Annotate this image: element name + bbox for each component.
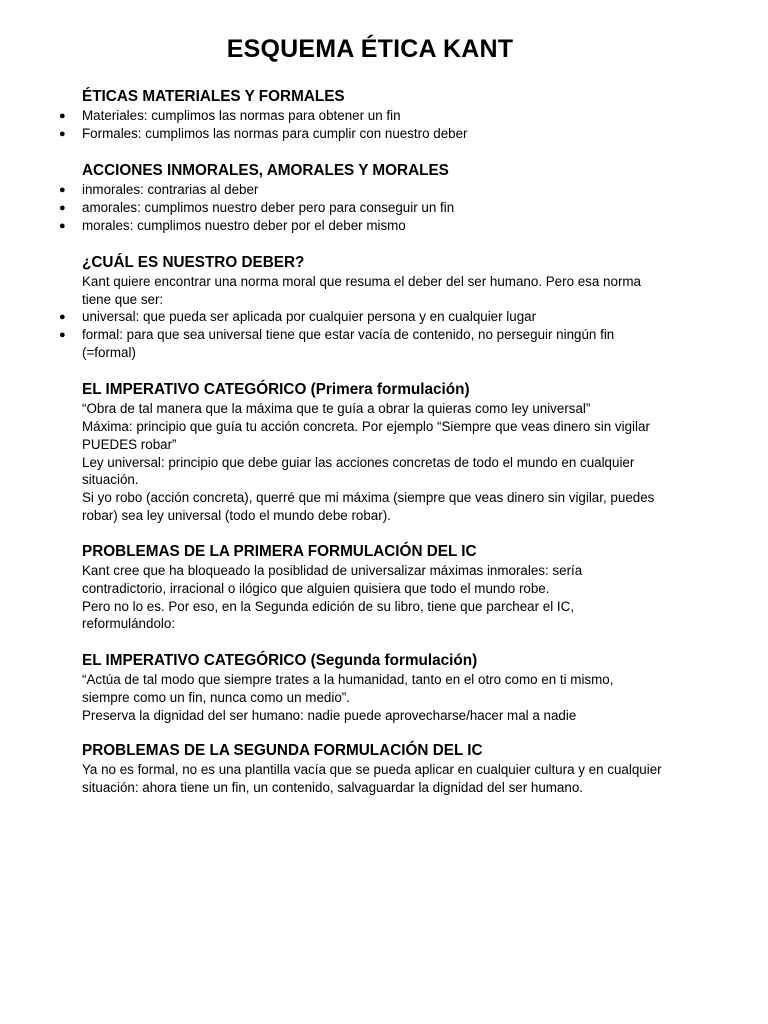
section-heading: ACCIONES INMORALES, AMORALES Y MORALES bbox=[82, 162, 449, 179]
bullet-icon: ● bbox=[59, 128, 66, 140]
quote-paragraph: “Actúa de tal modo que siempre trates a la humanidad, tanto en el otro como en ti mismo, siempre como un fin, nunca como un medio”. bbox=[82, 672, 614, 705]
section-heading: ÉTICAS MATERIALES Y FORMALES bbox=[82, 88, 345, 105]
paragraph: Kant cree que ha bloqueado la posiblidad de universalizar máximas inmorales: sería contradictorio, irracional o ilógico que alguien quisiera que todo el mundo robe. bbox=[82, 563, 583, 597]
section-heading: ¿CUÁL ES NUESTRO DEBER? bbox=[82, 254, 305, 271]
section-nuestro-deber bbox=[59, 252, 662, 362]
list-item: ● amorales: cumplimos nuestro deber pero para conseguir un fin bbox=[59, 200, 455, 215]
paragraph: Ley universal: principio que debe guiar las acciones concretas de todo el mundo en cualquier situación. bbox=[82, 454, 635, 488]
paragraph: Preserva la dignidad del ser humano: nadie puede aprovecharse/hacer mal a nadie bbox=[82, 707, 577, 723]
bullet-list bbox=[59, 107, 662, 143]
quote-paragraph: “Obra de tal manera que la máxima que te guía a obrar la quieras como ley universal” bbox=[82, 401, 591, 417]
document-title: ESQUEMA ÉTICA KANT bbox=[226, 35, 514, 63]
bullet-icon: ● bbox=[59, 220, 66, 232]
paragraph: Máxima: principio que guía tu acción concreta. Por ejemplo “Siempre que veas dinero sin vigilar PUEDES robar” bbox=[82, 419, 650, 452]
paragraph: Kant quiere encontrar una norma moral que resuma el deber del ser humano. Pero esa norma tiene que ser: bbox=[82, 274, 642, 307]
section-heading: EL IMPERATIVO CATEGÓRICO (Segunda formulación) bbox=[82, 652, 478, 670]
list-item: ● universal: que pueda ser aplicada por cualquier persona y en cualquier lugar bbox=[59, 309, 537, 325]
bullet-list bbox=[59, 308, 662, 362]
section-problemas-primera bbox=[82, 541, 662, 633]
bullet-icon: ● bbox=[59, 329, 66, 342]
document-body bbox=[59, 86, 662, 797]
bullet-icon: ● bbox=[59, 311, 66, 324]
paragraph: Ya no es formal, no es una plantilla vacía que se pueda aplicar en cualquier cultura y en cualquier situación: ahora tiene un fin, un contenido, salvaguardar la dignidad del ser humano. bbox=[82, 762, 662, 795]
bullet-icon: ● bbox=[59, 184, 66, 196]
list-item: ● Formales: cumplimos las normas para cumplir con nuestro deber bbox=[59, 126, 468, 141]
bullet-list bbox=[59, 181, 662, 235]
bullet-icon: ● bbox=[59, 202, 66, 214]
list-item: ● inmorales: contrarias al deber bbox=[59, 182, 259, 197]
paragraph: Pero no lo es. Por eso, en la Segunda edición de su libro, tiene que parchear el IC, reformulándolo: bbox=[82, 598, 575, 632]
section-imperativo-segunda bbox=[82, 650, 662, 724]
section-heading: PROBLEMAS DE LA SEGUNDA FORMULACIÓN DEL IC bbox=[82, 742, 483, 760]
list-item: ● morales: cumplimos nuestro deber por el deber mismo bbox=[59, 218, 406, 233]
list-item: ● formal: para que sea universal tiene que estar vacía de contenido, no perseguir ningún fin (=formal) bbox=[59, 327, 615, 361]
section-heading: PROBLEMAS DE LA PRIMERA FORMULACIÓN DEL IC bbox=[82, 543, 477, 561]
section-acciones bbox=[59, 160, 662, 235]
list-item: ● Materiales: cumplimos las normas para obtener un fin bbox=[59, 108, 401, 123]
section-problemas-segunda bbox=[82, 740, 662, 796]
section-eticas-materiales-formales bbox=[59, 86, 662, 143]
section-heading: EL IMPERATIVO CATEGÓRICO (Primera formulación) bbox=[82, 381, 470, 399]
section-imperativo-primera bbox=[82, 379, 662, 524]
paragraph: Si yo robo (acción concreta), querré que mi máxima (siempre que veas dinero sin vigilar, puedes robar) sea ley universal (todo el mundo debe robar). bbox=[82, 489, 655, 523]
bullet-icon: ● bbox=[59, 110, 66, 122]
